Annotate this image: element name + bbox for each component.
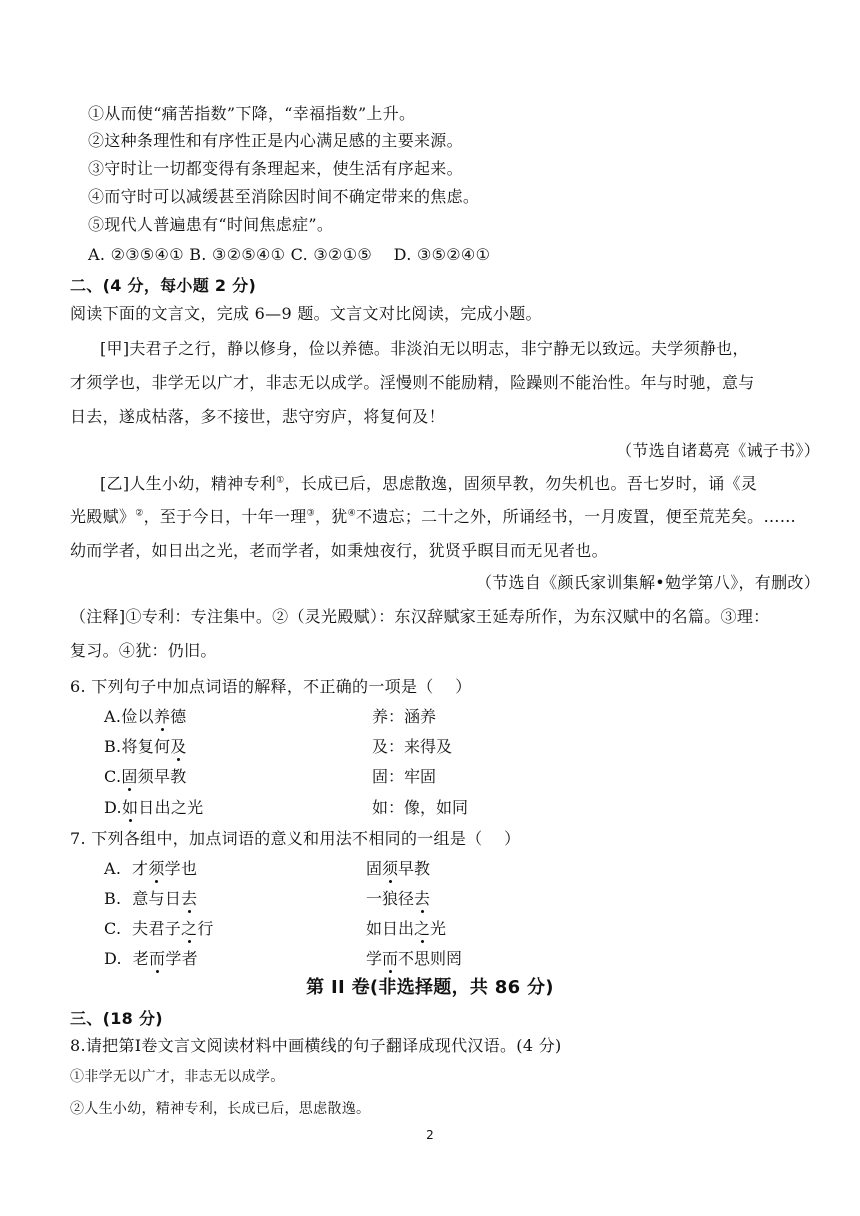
q7-option-c-left [104,918,214,940]
footnote-marker: ④ [347,508,356,519]
passage-jia-source: （节选自诸葛亮《诫子书》） [616,441,820,460]
option-text: 须早教 [137,767,187,786]
option-label: D. [104,798,122,817]
q7-option-c-right [366,918,446,940]
option-label: D. [104,949,122,968]
q6-explain-b: 及：来得及 [372,737,453,756]
option-text: 不思则罔 [398,949,463,968]
option-text: 意与日 [132,889,182,908]
ordering-item-4: ④而守时可以减缓甚至消除因时间不确定带来的焦虑。 [88,187,480,206]
q7-stem: 7. 下列各组中，加点词语的意义和用法不相同的一组是（ ） [70,829,521,848]
option-text: 如日出 [366,919,415,938]
ordering-item-5: ⑤现代人普遍患有“时间焦虑症”。 [88,215,334,234]
option-text: 老 [132,949,150,968]
option-text: 一狼径 [366,889,415,908]
dotted-word: 去 [181,889,198,908]
yi-text: ，至于今日，十年一理 [143,507,307,526]
q8-stem: 8.请把第Ⅰ卷文言文阅读材料中画横线的句子翻译成现代汉语。(4 分) [70,1036,562,1055]
page-number: 2 [426,1128,434,1142]
passage-jia-line1: [甲]夫君子之行，静以修身，俭以养德。非淡泊无以明志，非宁静无以致远。夫学须静也， [100,339,749,358]
option-text: 德 [170,707,187,726]
dotted-word: 养 [153,707,171,726]
q6-option-d [104,797,203,819]
option-text: 将复何 [121,737,171,756]
dotted-word: 如 [121,798,139,817]
option-text: 光 [430,919,447,938]
passage-yi-line2 [70,506,796,528]
q7-option-b-right [366,888,430,910]
q7-option-d-right [366,948,462,970]
option-label: A. [104,859,122,878]
ordering-item-3: ③守时让一切都变得有条理起来，使生活有序起来。 [88,159,463,178]
ordering-item-2: ②这种条理性和有序性正是内心满足感的主要来源。 [88,131,463,150]
option-text: 日出之光 [138,798,204,817]
option-text: 学也 [164,859,198,878]
section2-intro: 阅读下面的文言文，完成 6—9 题。文言文对比阅读，完成小题。 [70,304,542,323]
q7-option-a-right [366,858,430,880]
q8-sentence-2: ②人生小幼，精神专利，长成已后，思虑散逸。 [70,1101,371,1117]
dotted-word: 及 [170,737,187,756]
yi-text: 不遗忘；二十之外，所诵经书，一月废置，便至荒芜矣。…… [355,507,797,526]
section2-heading: 二、(4 分，每小题 2 分) [70,276,257,295]
option-label: C. [104,919,122,938]
notes-line2: 复习。④犹：仍旧。 [70,641,217,660]
option-label: A. [104,707,122,726]
q6-option-b [104,736,187,758]
option-text: 固 [366,859,383,878]
passage-jia-line2: 才须学也，非学无以广才，非志无以成学。淫慢则不能励精，险躁则不能治性。年与时驰，意与 [70,373,755,392]
q7-option-b-left [104,888,197,910]
passage-jia-line3: 日去，遂成枯落，多不接世，悲守穷庐，将复何及！ [70,407,445,426]
dotted-word: 去 [414,889,431,908]
q6-explain-a: 养：涵养 [372,707,437,726]
option-text: 学 [366,949,383,968]
footnote-marker: ② [135,508,144,519]
dotted-word: 而 [382,949,399,968]
dotted-word: 而 [149,949,166,968]
q7-option-d-left [104,948,198,970]
q6-explain-d: 如：像，如同 [372,798,469,817]
q6-stem: 6. 下列句子中加点词语的解释，不正确的一项是（ ） [70,677,472,696]
ordering-item-1: ①从而使“痛苦指数”下降，“幸福指数”上升。 [88,104,416,123]
q8-sentence-1: ①非学无以广才，非志无以成学。 [70,1069,285,1085]
yi-text: 光殿赋》 [70,507,136,526]
ordering-options: A. ②③⑤④① B. ③②⑤④① C. ③②①⑤ D. ③⑤②④① [88,245,491,264]
option-label: C. [104,767,122,786]
yi-text: ，犹 [314,507,348,526]
option-text: 学者 [165,949,198,968]
dotted-word: 之 [414,919,431,938]
passage-yi-line3: 幼而学者，如日出之光，老而学者，如秉烛夜行，犹贤乎瞑目而无见者也。 [70,541,608,560]
option-text: 行 [197,919,214,938]
q7-option-a-left [104,858,197,880]
option-text: 俭以 [121,707,154,726]
footnote-marker: ① [276,475,285,486]
dotted-word: 之 [181,919,198,938]
passage-yi-line1 [100,473,757,495]
footnote-marker: ③ [306,508,315,519]
q6-explain-c: 固：牢固 [372,767,437,786]
passage-yi-source: （节选自《颜氏家训集解•勉学第八》，有删改） [475,573,820,592]
notes-line1: （注释]①专利：专注集中。②（灵光殿赋）：东汉辞赋家王延寿所作，为东汉赋中的名篇。③理： [70,607,770,626]
dotted-word: 须 [148,859,165,878]
option-label: B. [104,737,122,756]
option-text: 早教 [398,859,431,878]
yi-text: [乙]人生小幼，精神专利 [100,474,277,493]
yi-text: ，长成已后，思虑散逸，固须早教，勿失机也。吾七岁时，诵《灵 [284,474,758,493]
q6-option-c [104,766,187,788]
option-text: 才 [132,859,149,878]
option-label: B. [104,889,122,908]
volume2-title: 第 II 卷(非选择题，共 86 分) [306,977,554,998]
q6-option-a [104,706,186,728]
section3-heading: 三、(18 分) [70,1009,163,1028]
dotted-word: 须 [382,859,399,878]
dotted-word: 固 [121,767,138,786]
option-text: 夫君子 [132,919,182,938]
